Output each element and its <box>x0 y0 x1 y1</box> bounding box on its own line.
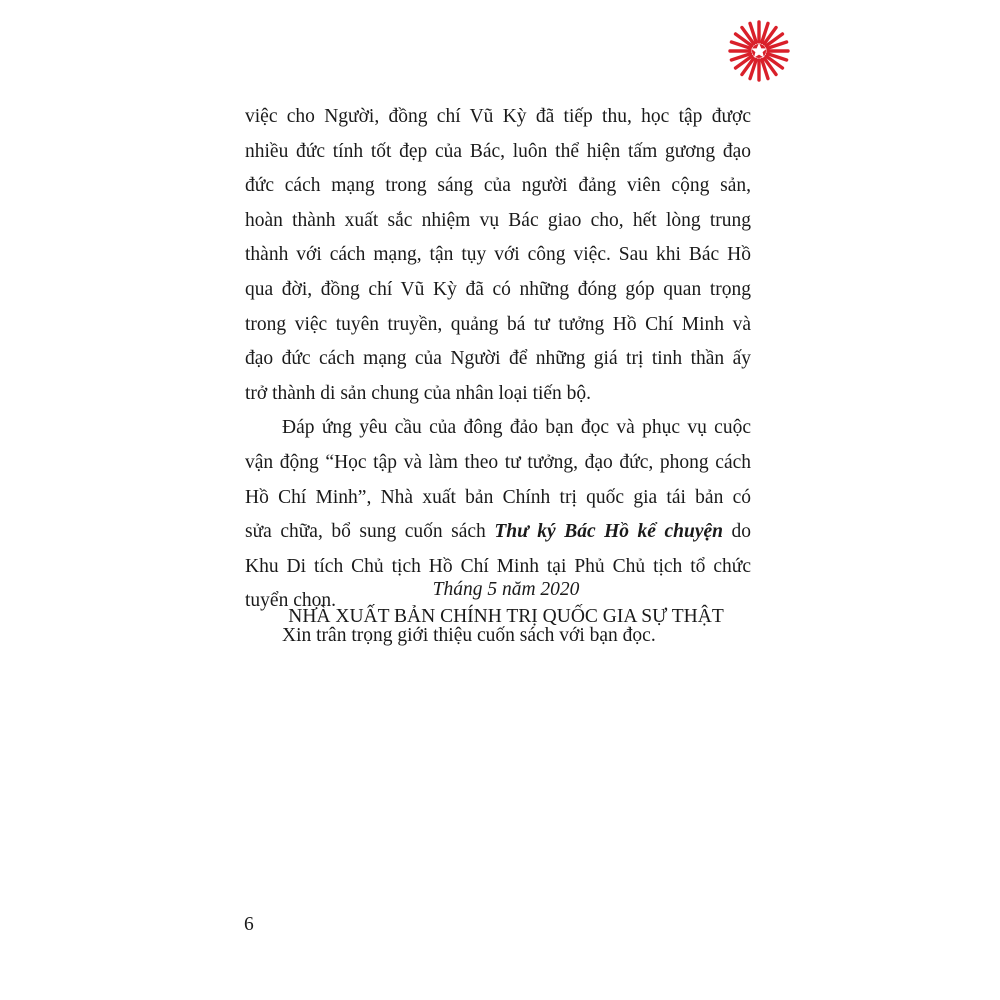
text-line: hoàn thành xuất sắc nhiệm vụ Bác giao cho, hết lòng trung <box>245 209 751 231</box>
text-line-with-title <box>245 515 751 550</box>
book-title: Thư ký Bác Hồ kể chuyện <box>494 521 723 543</box>
text-line: Khu Di tích Chủ tịch Hồ Chí Minh tại Phủ Chủ tịch tổ chức <box>245 555 751 577</box>
paragraph-1 <box>245 100 751 411</box>
text-line: trong việc tuyên truyền, quảng bá tư tưởng Hồ Chí Minh và <box>245 313 751 335</box>
text-line: đạo đức cách mạng của Người để những giá trị tinh thần ấy <box>245 348 751 370</box>
text-fragment: sửa chữa, bổ sung cuốn sách <box>245 521 486 543</box>
text-line: tuyển chọn. <box>245 590 336 612</box>
signature-date: Tháng 5 năm 2020 <box>432 579 580 600</box>
page-body <box>245 100 751 654</box>
text-line: vận động “Học tập và làm theo tư tưởng, đạo đức, phong cách <box>245 451 751 473</box>
text-line: Xin trân trọng giới thiệu cuốn sách với bạn đọc. <box>282 624 656 646</box>
text-line: Hồ Chí Minh”, Nhà xuất bản Chính trị quốc gia tái bản có <box>245 486 751 508</box>
text-fragment: do <box>731 521 751 543</box>
text-line: qua đời, đồng chí Vũ Kỳ đã có những đóng góp quan trọng <box>245 278 751 300</box>
text-line: trở thành di sản chung của nhân loại tiến bộ. <box>245 382 592 404</box>
text-line: việc cho Người, đồng chí Vũ Kỳ đã tiếp thu, học tập được <box>245 106 751 127</box>
signature-publisher: NHÀ XUẤT BẢN CHÍNH TRỊ QUỐC GIA SỰ THẬT <box>288 606 724 627</box>
text-line: đức cách mạng trong sáng của người đảng viên cộng sản, <box>245 175 751 197</box>
text-line: Đáp ứng yêu cầu của đông đảo bạn đọc và phục vụ cuộc <box>282 417 751 439</box>
text-line: nhiều đức tính tốt đẹp của Bác, luôn thể hiện tấm gương đạo <box>245 140 751 162</box>
publisher-logo-icon <box>728 20 790 82</box>
text-line: thành với cách mạng, tận tụy với công việc. Sau khi Bác Hồ <box>245 244 751 266</box>
page-number: 6 <box>244 914 254 935</box>
